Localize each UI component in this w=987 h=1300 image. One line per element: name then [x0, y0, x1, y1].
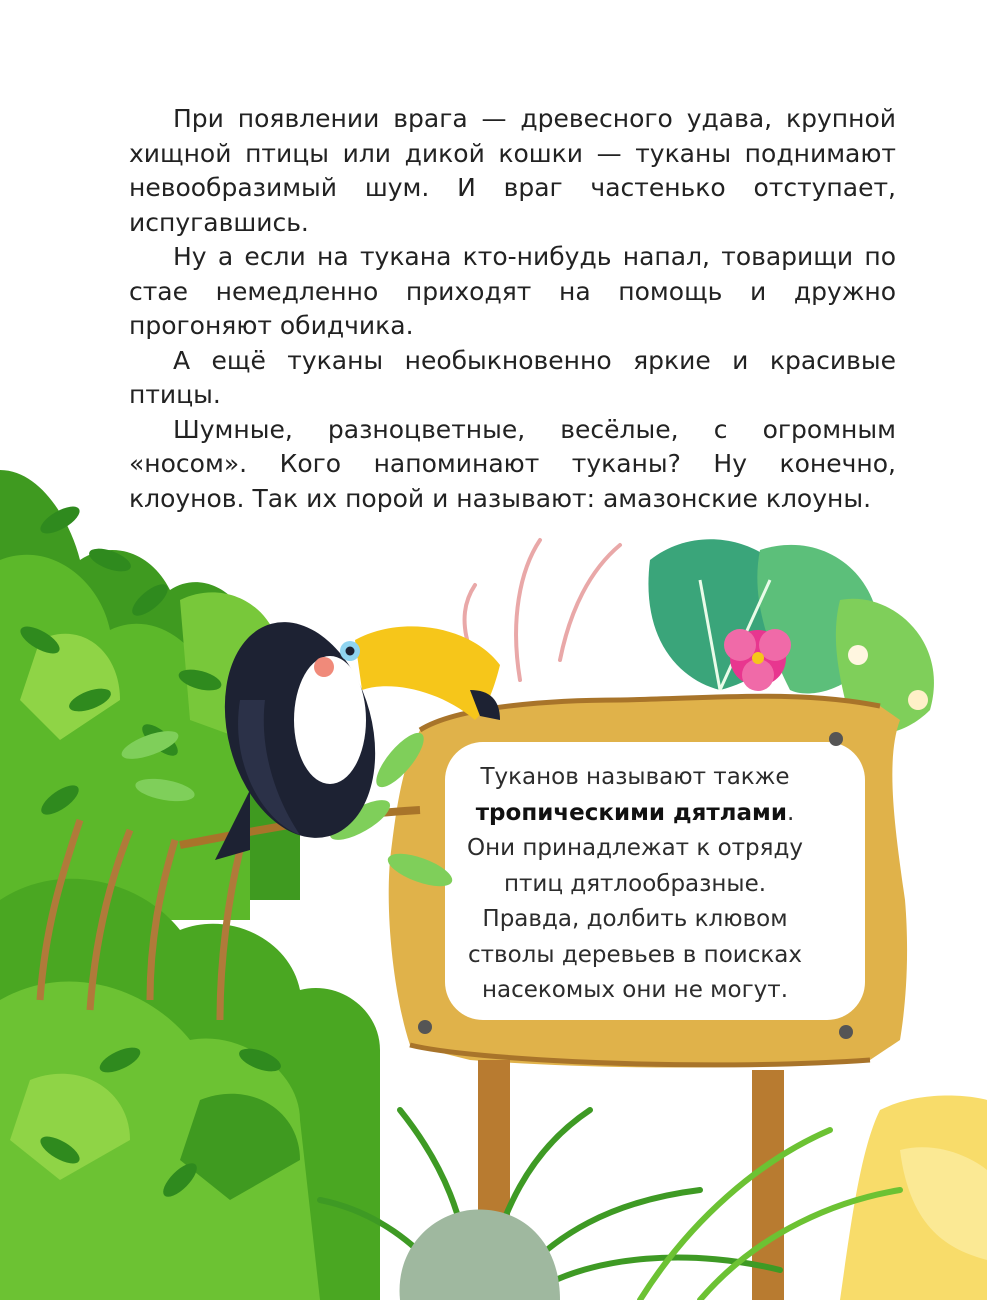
paragraph-bright-birds: А ещё туканы необыкновенно яркие и красивые птицы.: [129, 345, 896, 409]
paragraph-flock-help: Ну а если на тукана кто-нибудь напал, товарищи по стае немедленно приходят на помощь и дружно прогоняют обидчика.: [129, 242, 896, 340]
sign-line-3: Они принадлежат к отряду: [466, 835, 803, 861]
toucan-cheek: [314, 657, 334, 677]
sign-line-2: [440, 796, 830, 832]
toucan-eye: [346, 647, 355, 656]
small-flower: [848, 645, 868, 665]
sign-fact-text: [440, 760, 830, 1009]
sign-line-6: стволы деревьев в поисках: [468, 941, 802, 968]
small-flower: [908, 690, 928, 710]
paragraph-clowns: Шумные, разноцветные, весёлые, с огромным «носом». Кого напоминают туканы? Ну конечно, клоунов. Так их порой и называют: амазонские клоуны.: [129, 414, 896, 513]
paragraph-enemy-noise: При появлении врага — древесного удава, крупной хищной птицы или дикой кошки — туканы поднимают невообразимый шум. И враг частенько отступает, испугавшись.: [129, 104, 896, 237]
sign-line-4: птиц дятлообразные.: [503, 870, 767, 897]
rock: [400, 1210, 560, 1300]
toucan-chest: [294, 656, 366, 784]
sign-line-7: насекомых они не могут.: [481, 977, 789, 1003]
sign-line-2-end: .: [786, 799, 795, 826]
sign-line-5: Правда, долбить клювом: [482, 906, 788, 932]
sign-line-1: Туканов называют также: [480, 764, 790, 790]
sign-keyword: тропическими дятлами: [475, 799, 787, 826]
